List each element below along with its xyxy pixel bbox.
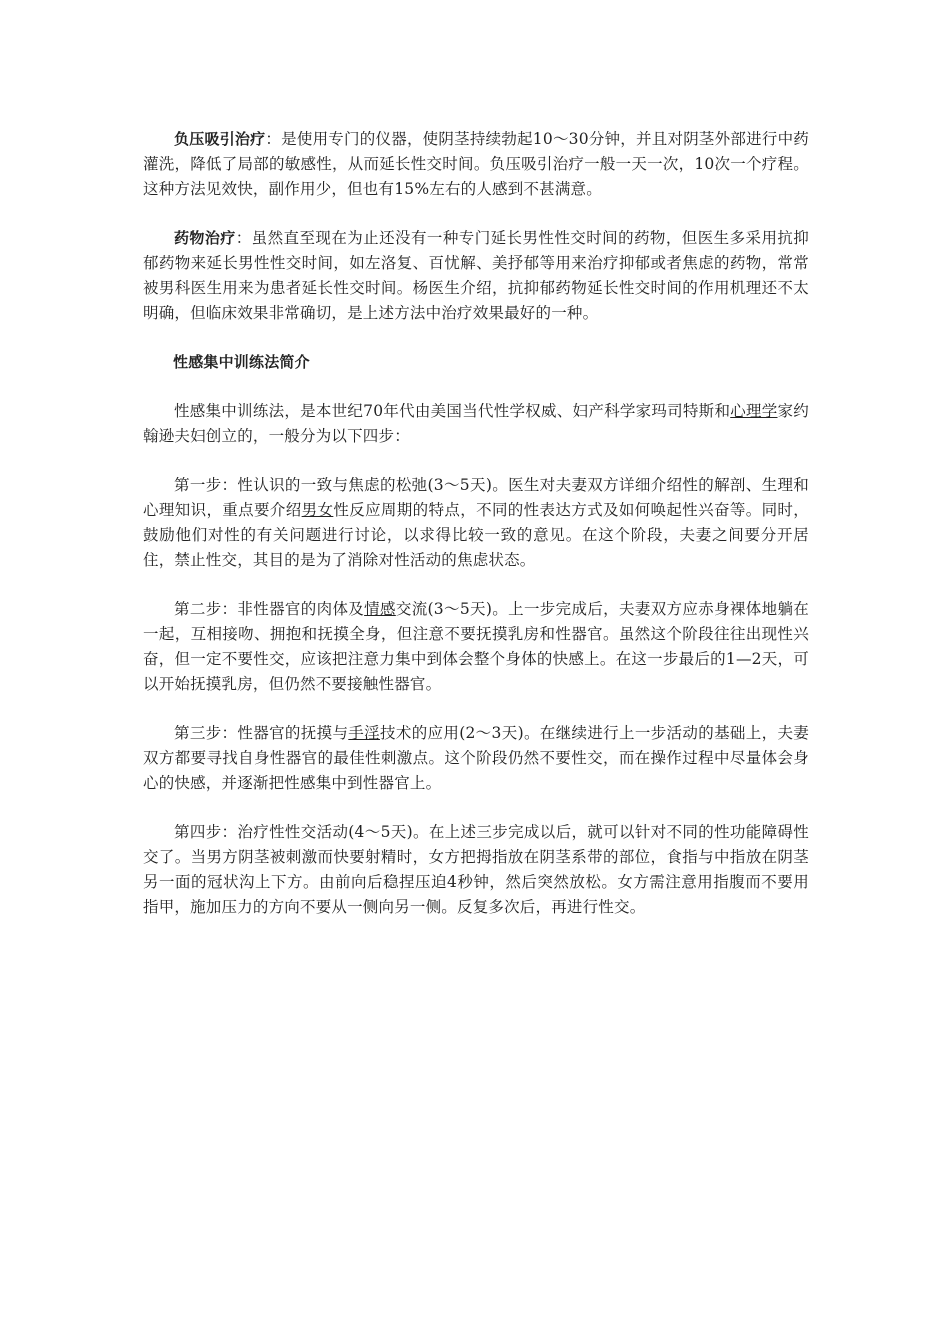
paragraph-lead: 药物治疗 — [174, 229, 236, 247]
link-emotion[interactable]: 情感 — [364, 600, 396, 618]
paragraph-text: 家约翰逊夫妇创立的，一般分为以下四步： — [143, 402, 809, 445]
paragraph-step-2 — [143, 597, 809, 697]
document-body — [143, 127, 809, 944]
paragraph-step-3 — [143, 721, 809, 796]
paragraph-text: 第一步：性认识的一致与焦虑的松弛(3～5天)。医生对夫妻双方详细介绍性的解剖、生理和心理知识，重点要介绍 — [143, 476, 809, 519]
paragraph-text: ：虽然直至现在为止还没有一种专门延长男性性交时间的药物，但医生多采用抗抑郁药物来延长男性性交时间，如左洛复、百忧解、美抒郁等用来治疗抑郁或者焦虑的药物，常常被男科医生用来为患者延长性交时间。杨医生介绍，抗抑郁药物延长性交时间的作用机理还不太明确，但临床效果非常确切，是上述方法中治疗效果最好的一种。 — [143, 229, 809, 322]
paragraph-text: ：是使用专门的仪器，使阴茎持续勃起10～30分钟，并且对阴茎外部进行中药灌洗，降低了局部的敏感性，从而延长性交时间。负压吸引治疗一般一天一次，10次一个疗程。这种方法见效快，副作用少，但也有15%左右的人感到不甚满意。 — [143, 130, 810, 198]
paragraph-step-1 — [143, 473, 809, 573]
paragraph-text: 第三步：性器官的抚摸与 — [174, 724, 349, 742]
link-men-women[interactable]: 男女 — [301, 501, 334, 519]
paragraph-drug-therapy — [143, 226, 809, 326]
section-heading: 性感集中训练法简介 — [173, 353, 310, 371]
paragraph-text: 性感集中训练法，是本世纪70年代由美国当代性学权威、妇产科学家玛司特斯和 — [174, 402, 731, 420]
paragraph-step-4 — [143, 820, 809, 920]
paragraph-text: 技术的应用(2～3天)。在继续进行上一步活动的基础上，夫妻双方都要寻找自身性器官的最佳性刺激点。这个阶段仍然不要性交，而在操作过程中尽量体会身心的快感，并逐渐把性感集中到性器官上。 — [143, 724, 810, 792]
paragraph-text: 第四步：治疗性性交活动(4～5天)。在上述三步完成以后，就可以针对不同的性功能障碍性交了。当男方阴茎被刺激而快要射精时，女方把拇指放在阴茎系带的部位，食指与中指放在阴茎另一面的冠状沟上下方。由前向后稳捏压迫4秒钟，然后突然放松。女方需注意用指腹而不要用指甲，施加压力的方向不要从一侧向另一侧。反复多次后，再进行性交。 — [143, 823, 809, 916]
paragraph-intro — [143, 399, 809, 449]
paragraph-lead: 负压吸引治疗 — [174, 130, 266, 148]
paragraph-text: 性反应周期的特点，不同的性表达方式及如何唤起性兴奋等。同时，鼓励他们对性的有关问题进行讨论，以求得比较一致的意见。在这个阶段，夫妻之间要分开居住，禁止性交，其目的是为了消除对性活动的焦虑状态。 — [143, 501, 809, 569]
link-technique[interactable]: 手淫 — [348, 724, 380, 742]
paragraph-negative-pressure — [143, 127, 809, 202]
paragraph-text: 第二步：非性器官的肉体及 — [174, 600, 365, 618]
link-psychology[interactable]: 心理学 — [730, 402, 778, 420]
paragraph-text: 交流(3～5天)。上一步完成后，夫妻双方应赤身裸体地躺在一起，互相接吻、拥抱和抚摸全身，但注意不要抚摸乳房和性器官。虽然这个阶段往往出现性兴奋，但一定不要性交，应该把注意力集中到体会整个身体的快感上。在这一步最后的1—2天，可以开始抚摸乳房，但仍然不要接触性器官。 — [143, 600, 810, 693]
